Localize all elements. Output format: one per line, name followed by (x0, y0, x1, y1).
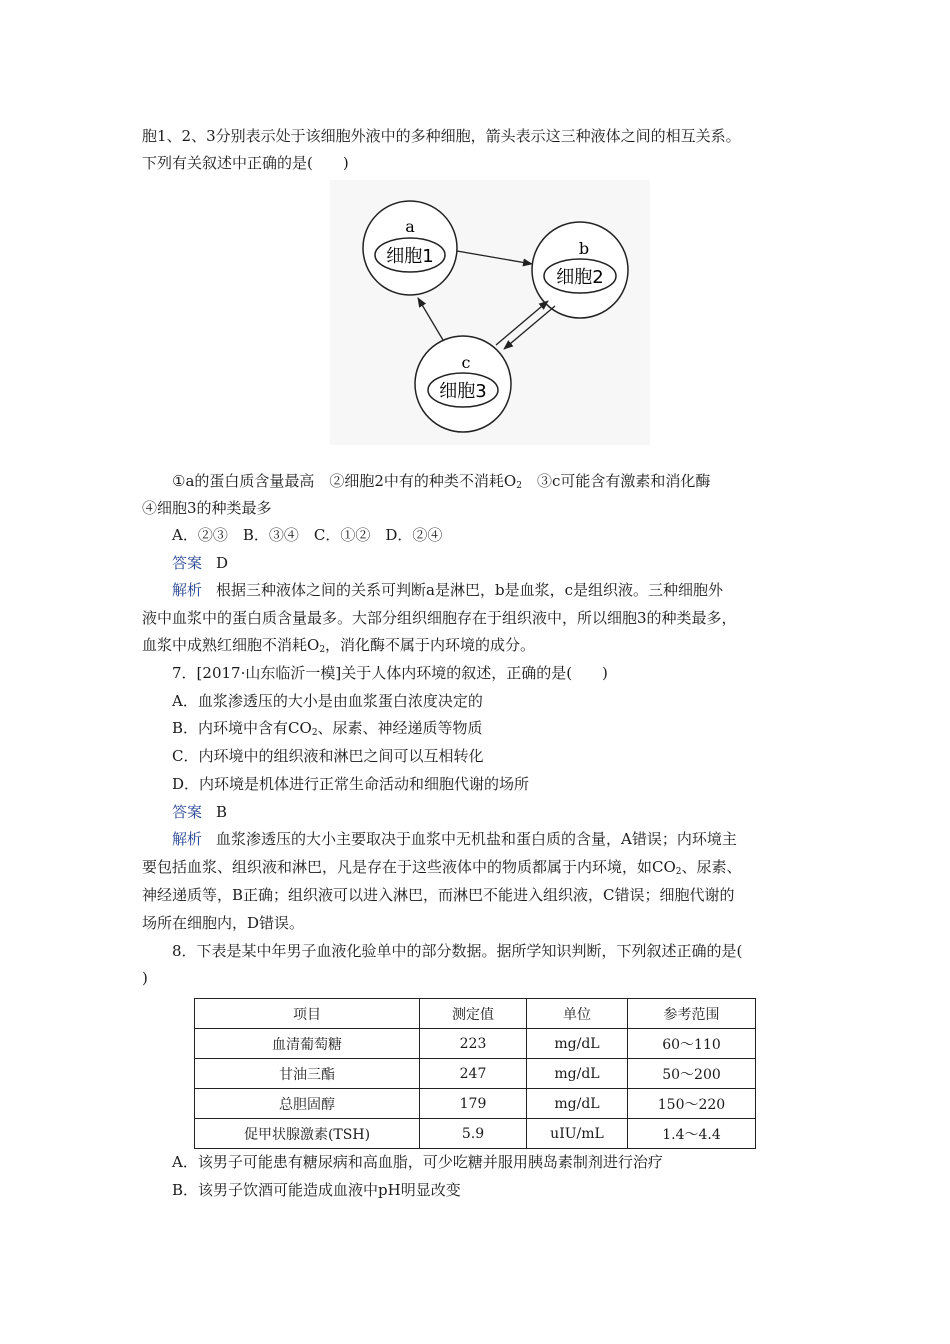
table-cell: mg/dL (527, 1059, 628, 1089)
table-cell: 247 (420, 1059, 527, 1089)
co2-subscript: 2 (675, 867, 682, 877)
intro-line-2: 下列有关叙述中正确的是( ) (142, 154, 349, 172)
node-c-label: 细胞3 (439, 381, 487, 402)
q6-options: A．②③ B．③④ C．①② D．②④ (172, 526, 443, 544)
node-b-letter: b (578, 239, 590, 258)
table-cell: 1.4～4.4 (628, 1119, 756, 1149)
table-row (195, 1119, 756, 1149)
answer-label: 答案 (172, 803, 203, 821)
fluid-relationship-diagram (330, 180, 650, 445)
q7-answer (172, 802, 227, 822)
q6-analysis-line-1 (172, 580, 723, 600)
table-cell: 179 (420, 1089, 527, 1119)
q6-statements-line-1 (172, 471, 710, 496)
table-cell: mg/dL (527, 1089, 628, 1119)
o2-subscript: 2 (516, 481, 522, 491)
table-cell: 血清葡萄糖 (195, 1029, 420, 1059)
q8-option-a: A．该男子可能患有糖尿病和高血脂，可少吃糖并服用胰岛素制剂进行治疗 (172, 1153, 663, 1171)
option-text: 、尿素、神经递质等物质 (317, 719, 483, 737)
q7-analysis-line-3: 神经递质等，B正确；组织液可以进入淋巴，而淋巴不能进入组织液，C错误；细胞代谢的 (142, 886, 735, 904)
answer-value: B (216, 803, 228, 821)
analysis-text: 血浆中成熟红细胞不消耗O (142, 636, 320, 654)
node-a (363, 201, 457, 295)
answer-label: 答案 (172, 554, 203, 572)
q7-analysis-line-1 (172, 829, 737, 849)
table-header-row (195, 999, 756, 1029)
table-cell: 促甲状腺激素(TSH) (195, 1119, 420, 1149)
q6-analysis-line-2: 液中血浆中的蛋白质含量最多。大部分组织细胞存在于组织液中，所以细胞3的种类最多， (142, 609, 737, 627)
node-a-letter: a (405, 217, 415, 236)
analysis-text: 根据三种液体之间的关系可判断a是淋巴，b是血浆，c是组织液。三种细胞外 (216, 581, 723, 599)
q7-option-b (172, 718, 483, 743)
node-c-letter: c (461, 353, 471, 372)
q8-stem-line-1: 8．下表是某中年男子血液化验单中的部分数据。据所学知识判断，下列叙述正确的是( (172, 942, 743, 960)
co2-subscript: 2 (311, 728, 318, 738)
node-b-label: 细胞2 (556, 267, 604, 288)
analysis-text: 血浆渗透压的大小主要取决于血浆中无机盐和蛋白质的含量，A错误；内环境主 (216, 830, 737, 848)
header-cell: 参考范围 (628, 999, 756, 1029)
table-row (195, 1089, 756, 1119)
node-a-label: 细胞1 (386, 246, 434, 267)
header-cell: 项目 (195, 999, 420, 1029)
header-cell: 单位 (527, 999, 628, 1029)
blood-test-table (194, 998, 756, 1149)
option-text: B．内环境中含有CO (172, 719, 312, 737)
q7-analysis-line-4: 场所在细胞内，D错误。 (142, 914, 305, 932)
header-cell: 测定值 (420, 999, 527, 1029)
q8-stem-line-2: ) (142, 969, 148, 987)
table-cell: 150～220 (628, 1089, 756, 1119)
table-cell: 甘油三酯 (195, 1059, 420, 1089)
answer-value: D (216, 554, 229, 572)
q6-statements-text: ①a的蛋白质含量最高 ②细胞2中有的种类不消耗O (172, 472, 517, 490)
q6-statements-line-2: ④细胞3的种类最多 (142, 499, 272, 517)
table-cell: 5.9 (420, 1119, 527, 1149)
analysis-label: 解析 (172, 581, 203, 599)
table-cell: 223 (420, 1029, 527, 1059)
q7-option-a: A．血浆渗透压的大小是由血浆蛋白浓度决定的 (172, 692, 483, 710)
table-cell: uIU/mL (527, 1119, 628, 1149)
q7-analysis-line-2 (142, 857, 742, 882)
table-row (195, 1029, 756, 1059)
q6-answer (172, 553, 228, 573)
q6-statements-tail: ③c可能含有激素和消化酶 (521, 472, 711, 490)
q7-option-c: C．内环境中的组织液和淋巴之间可以互相转化 (172, 747, 484, 765)
o2-subscript: 2 (319, 645, 326, 655)
q7-option-d: D．内环境是机体进行正常生命活动和细胞代谢的场所 (172, 775, 530, 793)
analysis-text: 、尿素、 (681, 858, 742, 876)
analysis-label: 解析 (172, 830, 203, 848)
analysis-text: 要包括血浆、组织液和淋巴，凡是存在于这些液体中的物质都属于内环境，如CO (142, 858, 676, 876)
table-row (195, 1059, 756, 1089)
node-c (415, 336, 511, 432)
intro-line-1: 胞1、2、3分别表示处于该细胞外液中的多种细胞，箭头表示这三种液体之间的相互关系。 (142, 127, 741, 145)
analysis-text: ，消化酶不属于内环境的成分。 (325, 636, 536, 654)
table-cell: 50～200 (628, 1059, 756, 1089)
q7-stem: 7．[2017·山东临沂一模]关于人体内环境的叙述，正确的是( ) (172, 664, 608, 682)
node-b (532, 222, 628, 318)
q8-option-b: B．该男子饮酒可能造成血液中pH明显改变 (172, 1181, 461, 1199)
table-cell: 60～110 (628, 1029, 756, 1059)
table-cell: mg/dL (527, 1029, 628, 1059)
table-cell: 总胆固醇 (195, 1089, 420, 1119)
q6-analysis-line-3 (142, 635, 535, 660)
